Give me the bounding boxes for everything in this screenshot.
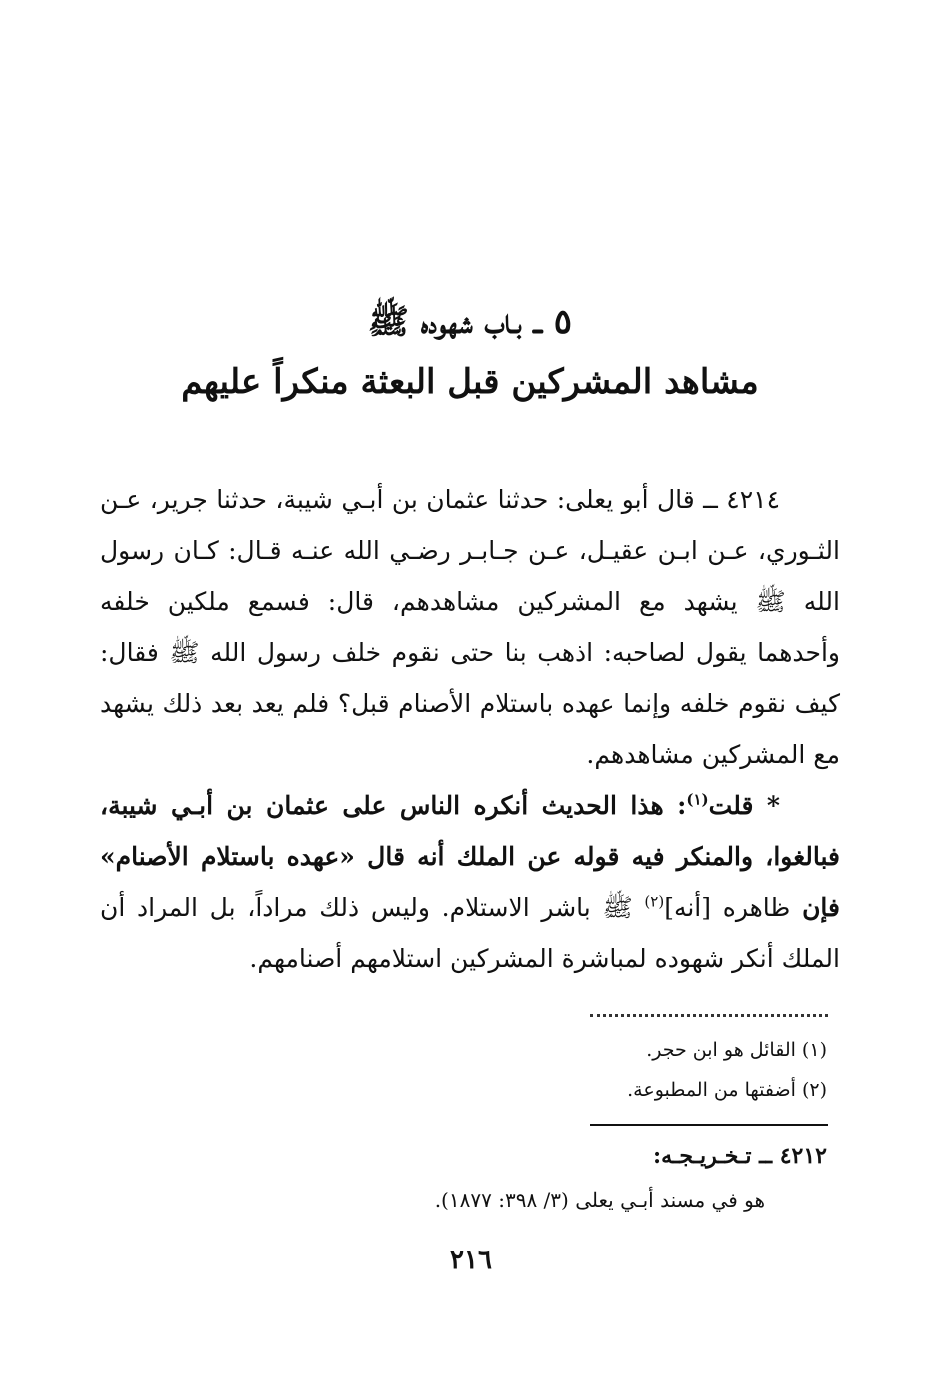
footnote-1: (١) القائل هو ابن حجر. bbox=[646, 1039, 827, 1061]
footnote-2: (٢) أضفتها من المطبوعة. bbox=[627, 1079, 827, 1101]
footnote-divider bbox=[590, 1014, 828, 1017]
takhrij-divider bbox=[590, 1124, 828, 1126]
hadith-number: ٤٢١٤ bbox=[726, 485, 780, 514]
commentary-text-3: ﷺ باشر الاستلام. وليس ذلك مراداً، بل المراد أن الملك أنكر شهوده لمباشرة المشركين استلامهم أصنامهم. bbox=[100, 893, 840, 973]
chapter-heading bbox=[120, 292, 820, 412]
footnote-ref-2: (٢) bbox=[644, 892, 665, 911]
footnotes bbox=[300, 1030, 827, 1110]
page-number: ٢١٦ bbox=[450, 1245, 492, 1275]
qultu-label: قلت bbox=[708, 791, 767, 820]
hadith-text: ــ قال أبو يعلى: حدثنا عثمان بن أبـي شيبة، حدثنا جرير، عـن الثـوري، عـن ابـن عقيـل، عـن جـابـر رضـي الله عنـه قـال: كـان رسول الله ﷺ يشهد مع المشركين مشاهدهم، قال: فسمع ملكين خلفه وأحدهما يقول لصاحبه: اذهب بنا حتى نقوم خلف رسول الله ﷺ فقال: كيف نقوم خلفه وإنما عهده باستلام الأصنام قبل؟ فلم يعد بعد ذلك يشهد مع المشركين مشاهدهم. bbox=[100, 485, 840, 769]
commentary-text-2: ظاهره [أنه] bbox=[664, 893, 803, 922]
hadith-paragraph bbox=[100, 474, 840, 780]
chapter-title-line-1: ٥ ــ بـاب شهوده ﷺ bbox=[367, 302, 573, 342]
takhrij-section bbox=[300, 1134, 827, 1222]
footnote-ref-1: (١) bbox=[686, 790, 709, 809]
takhrij-body: هو في مسند أبـي يعلى (٣/ ٣٩٨: ١٨٧٧). bbox=[434, 1188, 765, 1212]
commentary-text-1: : هذا الحديث أنكره الناس على عثمان بن أبـي شيبة، فبالغوا، والمنكر فيه قوله عن الملك أنه قال «عهده باستلام الأصنام» فإن bbox=[100, 791, 840, 922]
star-marker: * bbox=[766, 791, 780, 820]
main-text bbox=[100, 474, 840, 984]
chapter-title-line-2: مشاهد المشركين قبل البعثة منكراً عليهم bbox=[181, 362, 759, 402]
takhrij-heading: ٤٢١٢ ــ تـخـريـجـه: bbox=[653, 1143, 827, 1169]
commentary-paragraph bbox=[100, 780, 840, 984]
